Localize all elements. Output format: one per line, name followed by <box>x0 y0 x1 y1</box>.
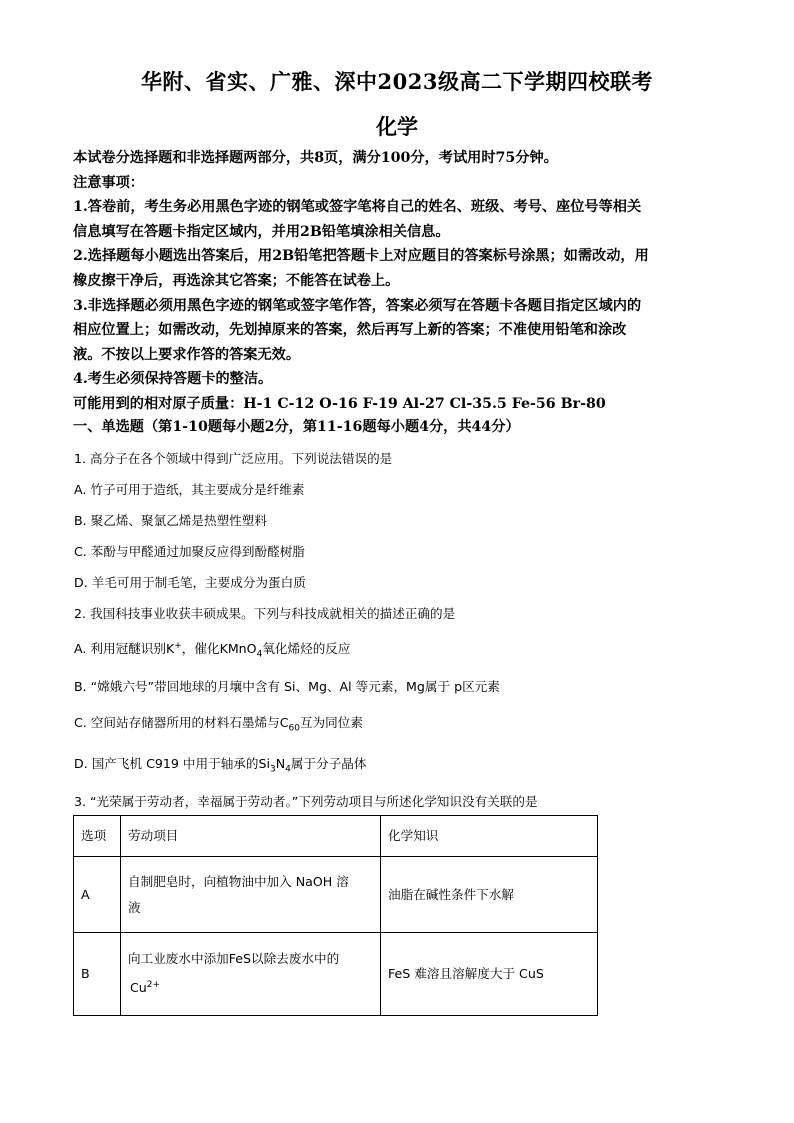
note-2-line-1: 2.选择题每小题选出答案后，用2B铅笔把答题卡上对应题目的答案标号涂黑；如需改动，用 <box>73 248 649 265</box>
notes-heading: 注意事项： <box>73 174 144 191</box>
header-option: 选项 <box>74 816 121 857</box>
note-3-line-3: 液。不按以上要求作答的答案无效。 <box>73 346 301 363</box>
subject-title: 化学 <box>376 114 418 139</box>
header-chem-knowledge: 化学知识 <box>381 816 598 857</box>
q1-option-a: A. 竹子可用于造纸，其主要成分是纤维素 <box>74 482 305 497</box>
q3-table <box>73 815 598 1016</box>
note-3-line-2: 相应位置上；如需改动，先划掉原来的答案，然后再写上新的答案；不准使用铅笔和涂改 <box>73 322 627 339</box>
note-1-line-2: 信息填写在答题卡指定区域内，并用2B铅笔填涂相关信息。 <box>73 223 450 240</box>
table-header-row <box>74 816 598 857</box>
row-chem-knowledge: FeS 难溶且溶解度大于 CuS <box>381 933 598 1016</box>
table-row <box>74 933 598 1016</box>
atomic-masses: 可能用到的相对原子质量：H-1 C-12 O-16 F-19 Al-27 Cl-35.5 Fe-56 Br-80 <box>73 395 606 412</box>
section-heading: 一、单选题（第1-10题每小题2分，第11-16题每小题4分，共44分） <box>73 419 520 435</box>
notes-intro: 本试卷分选择题和非选择题两部分，共8页，满分100分，考试用时75分钟。 <box>73 150 558 166</box>
exam-notes <box>73 146 723 417</box>
row-option: A <box>74 857 121 933</box>
q2-stem: 2. 我国科技事业收获丰硕成果。下列与科技成就相关的描述正确的是 <box>74 606 456 621</box>
q2-option-b: B. “嫦娥六号”带回地球的月壤中含有 Si、Mg、Al 等元素，Mg属于 p区元素 <box>74 679 500 694</box>
row-option: B <box>74 933 121 1016</box>
q1-stem: 1. 高分子在各个领域中得到广泛应用。下列说法错误的是 <box>74 451 393 466</box>
q1-option-d: D. 羊毛可用于制毛笔，主要成分为蛋白质 <box>74 575 306 590</box>
row-chem-knowledge: 油脂在碱性条件下水解 <box>381 857 598 933</box>
header-labor-item: 劳动项目 <box>121 816 381 857</box>
q1-option-c: C. 苯酚与甲醛通过加聚反应得到酚醛树脂 <box>74 544 305 559</box>
q3-stem: 3. “光荣属于劳动者，幸福属于劳动者。”下列劳动项目与所述化学知识没有关联的是 <box>74 794 538 809</box>
q2-option-d: D. 国产飞机 C919 中用于轴承的$Si_3N_4$属于分子晶体 <box>74 756 367 775</box>
row-labor-item: 自制肥皂时，向植物油中加入 NaOH 溶 液 <box>121 857 381 933</box>
note-1-line-1: 1.答卷前，考生务必用黑色字迹的钢笔或签字笔将自己的姓名、班级、考号、座位号等相关 <box>73 199 642 216</box>
note-4: 4.考生必须保持答题卡的整洁。 <box>73 371 273 388</box>
page-title: 华附、省实、广雅、深中2023级高二下学期四校联考 <box>141 69 653 94</box>
row-labor-item: 向工业废水中添加FeS以除去废水中的 $Cu^{2+}$ <box>121 933 381 1016</box>
q2-option-c: C. 空间站存储器所用的材料石墨烯与$C_{60}$互为同位素 <box>74 715 363 734</box>
note-2-line-2: 橡皮擦干净后，再选涂其它答案；不能答在试卷上。 <box>73 272 400 289</box>
table-row <box>74 857 598 933</box>
q1-option-b: B. 聚乙烯、聚氯乙烯是热塑性塑料 <box>74 513 267 528</box>
q2-option-a: A. 利用冠醚识别K+，催化KMnO$_4$氧化烯烃的反应 <box>74 640 351 660</box>
note-3-line-1: 3.非选择题必须用黑色字迹的钢笔或签字笔作答，答案必须写在答题卡各题目指定区域内的 <box>73 297 642 314</box>
